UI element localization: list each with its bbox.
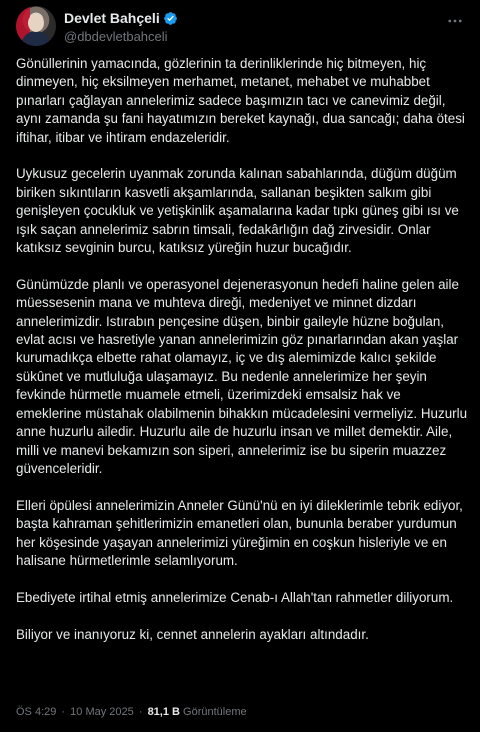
avatar[interactable] bbox=[16, 6, 56, 46]
tweet-paragraph-5: Ebediyete irtihal etmiş annelerimize Cenab-ı Allah'tan rahmetler diliyorum. bbox=[16, 589, 454, 605]
tweet-time[interactable]: ÖS 4:29 bbox=[16, 706, 57, 718]
tweet-date[interactable]: 10 May 2025 bbox=[70, 706, 134, 718]
meta-separator: · bbox=[61, 706, 66, 718]
tweet-paragraph-4: Elleri öpülesi annelerimizin Anneler Günü'nü en iyi dileklerimle tebrik ediyor, başta kahraman şehitlerimizin emanetleri olan, bununla beraber yurdumun her köşesinde yaşayan annelerimizi yüreğimin en coşkun hisleriyle ve en halisane hürmetlerimle selamlıyorum. bbox=[16, 497, 463, 568]
tweet-paragraph-3: Günümüzde planlı ve operasyonel dejenerasyonun hedefi haline gelen aile müessesenin mana ve muhteva direği, medeniyet ve minnet dizdarı annelerimizdir. Istırabın pençesine düşen, binbir gaileyle hüzne boğulan, evlat acısı ve hasretiyle yanan annelerimizin göz pınarlarından akan yaşlar kurumadıkça elbette rahat olamayız, iç ve dış alemimizde kalıcı şekilde sükûnet ve mutluluğa ulaşamayız. Bu nedenle annelerimize her şeyin fevkinde hürmetle muamele etmeli, üzerimizdeki emsalsiz hak ve emeklerine müstahak olabilmenin bihakkın mücadelesini vermeliyiz. Huzurlu anne huzurlu ailedir. Huzurlu aile de huzurlu insan ve millet demektir. Aile, milli ve manevi bekamızın son siperi, annelerimiz ise bu siperin muazzez güvenceleridir. bbox=[16, 276, 468, 476]
tweet-meta bbox=[16, 706, 247, 718]
author-names bbox=[64, 9, 178, 44]
tweet-text bbox=[16, 55, 468, 662]
verified-badge-icon[interactable] bbox=[163, 11, 178, 26]
more-horizontal-icon[interactable] bbox=[446, 12, 464, 30]
display-name[interactable]: Devlet Bahçeli bbox=[64, 10, 160, 26]
views-count[interactable]: 81,1 B bbox=[147, 706, 180, 718]
avatar-face-shape bbox=[28, 14, 44, 32]
author-handle[interactable]: @dbdevletbahceli bbox=[64, 29, 168, 44]
tweet-header bbox=[16, 6, 464, 46]
tweet-paragraph-6: Biliyor ve inanıyoruz ki, cennet annelerin ayakları altındadır. bbox=[16, 626, 369, 642]
tweet-paragraph-2: Uykusuz gecelerin uyanmak zorunda kalınan sabahlarında, düğüm düğüm biriken sıkıntıların kasvetli akşamlarında, sallanan beşikten salkım gibi genişleyen çocukluk ve yetişkinlik aşamalarına kadar tıpkı güneş gibi ısı ve ışık saçan annelerimiz sabrın timsali, fedakârlığın dağ zirvesidir. Onlar katıksız sevginin burcu, katıksız yüreğin huzur bucağıdır. bbox=[16, 166, 459, 256]
views-label: Görüntüleme bbox=[183, 706, 247, 718]
meta-separator: · bbox=[138, 706, 143, 718]
tweet-paragraph-1: Gönüllerinin yamacında, gözlerinin ta derinliklerinde hiç bitmeyen, hiç dinmeyen, hiç eksilmeyen merhamet, metanet, mehabet ve muhabbet pınarları çağlayan annelerimiz sadece başımızın tacı ve canevimiz değil, aynı zamanda şu fani hayatımızın bereket kaynağı, dua sancağı; daha ötesi iftihar, itibar ve ihtiram endazeleridir. bbox=[16, 56, 465, 145]
display-name-row bbox=[64, 9, 178, 27]
